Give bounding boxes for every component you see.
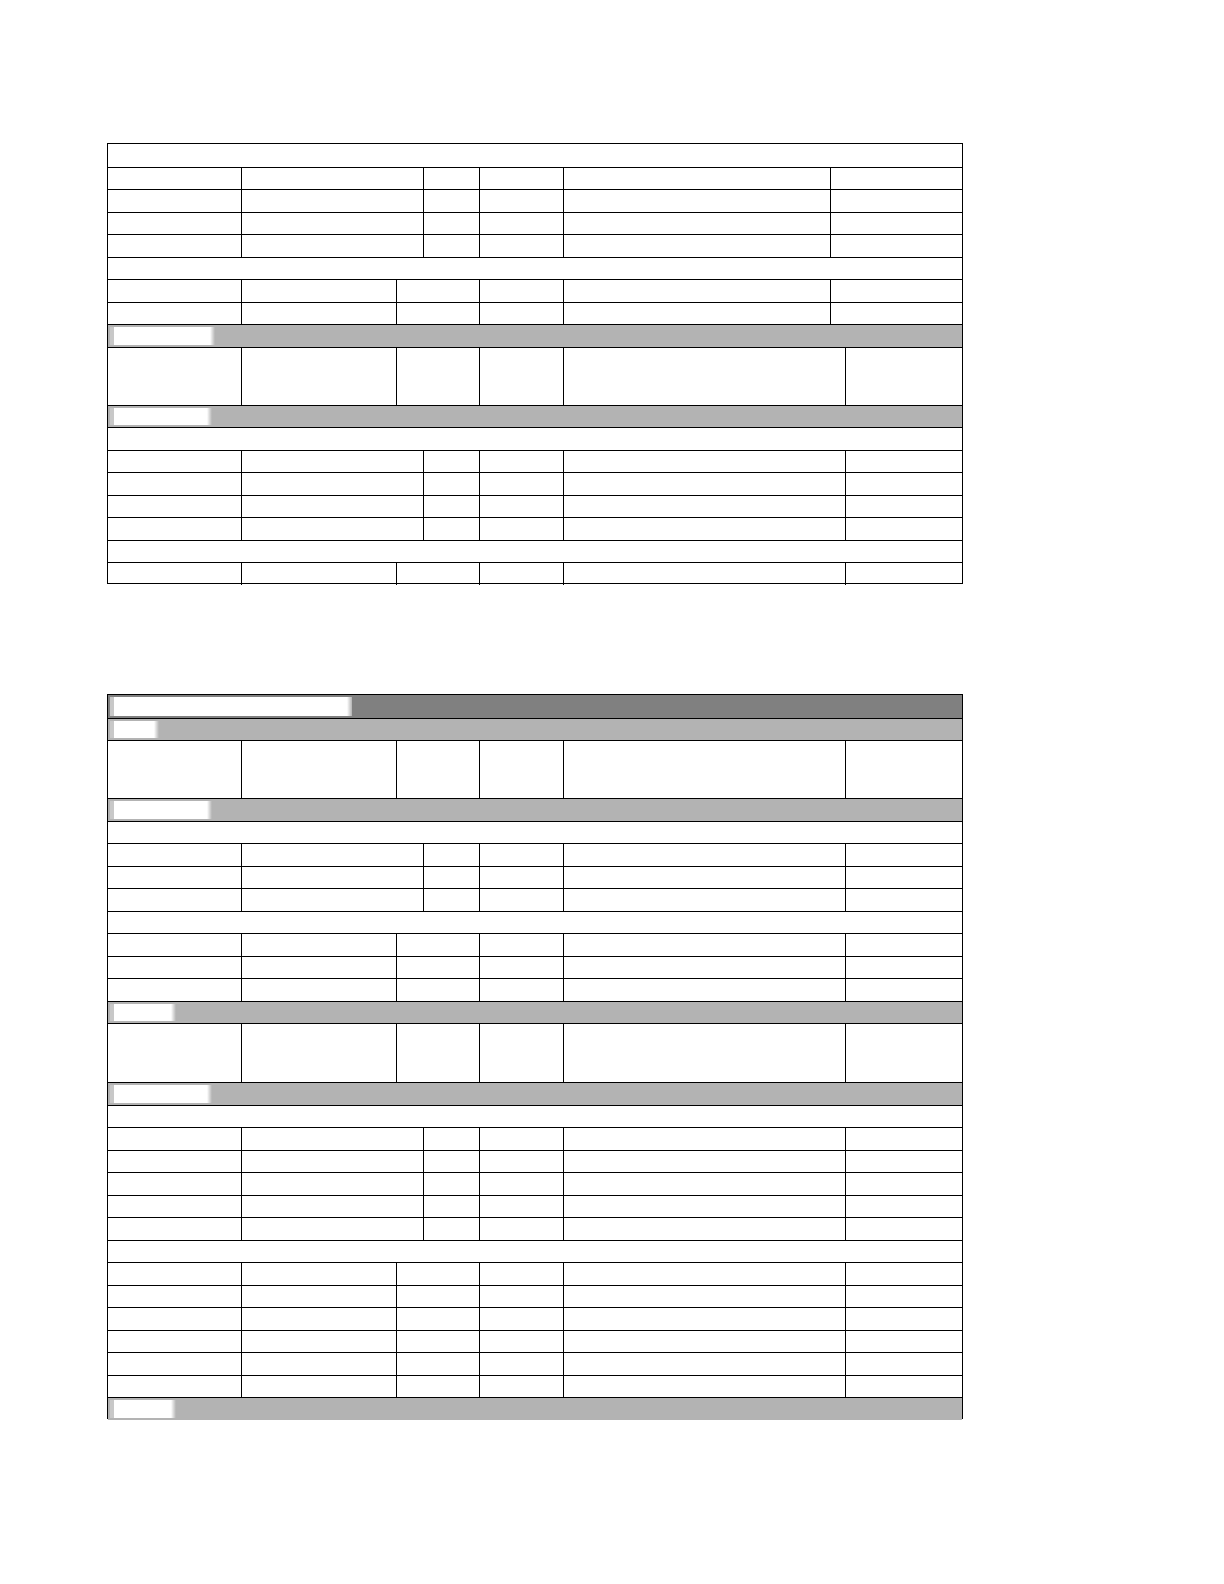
table-cell [563, 889, 845, 911]
table-cell [396, 1286, 479, 1308]
table-cell [108, 168, 241, 190]
section-header-bar [108, 718, 962, 741]
table-cell [108, 1024, 241, 1082]
table-cell [479, 1353, 563, 1375]
table-cell [241, 1308, 396, 1330]
table-cell [241, 957, 396, 979]
table-cell [479, 1308, 563, 1330]
table-cell [108, 451, 241, 473]
table-cell [396, 1331, 479, 1353]
table-cell [423, 889, 479, 911]
table-cell [396, 979, 479, 1001]
table-cell [479, 867, 563, 889]
section-title-tab [110, 697, 347, 716]
table-cell [479, 213, 563, 235]
table-row [108, 843, 962, 866]
table-cell [845, 1024, 962, 1082]
table-cell [108, 473, 241, 495]
section-label-row [108, 144, 962, 167]
table-cell [241, 348, 396, 405]
table-cell [423, 844, 479, 866]
table-cell [845, 844, 962, 866]
table-cell [479, 1376, 563, 1398]
table-cell [479, 889, 563, 911]
table-cell [423, 496, 479, 518]
table-row [108, 1195, 962, 1218]
section-title-tab [110, 408, 207, 426]
table-row [108, 347, 962, 405]
table-cell [845, 934, 962, 956]
table-cell [563, 1308, 845, 1330]
table-cell [563, 168, 830, 190]
table-cell [845, 1331, 962, 1353]
section-title-tab [110, 1400, 171, 1418]
table-cell [241, 1353, 396, 1375]
table-cell [479, 235, 563, 257]
table-row [108, 1150, 962, 1173]
table-cell [845, 1263, 962, 1285]
table-row [108, 1023, 962, 1082]
table-cell [563, 1218, 845, 1240]
table-cell [241, 741, 396, 798]
table-cell [108, 190, 241, 212]
table-cell [396, 741, 479, 798]
section-label-row [108, 1105, 962, 1128]
table-cell [563, 190, 830, 212]
table-cell [479, 1196, 563, 1218]
table-row [108, 888, 962, 911]
table-cell [108, 867, 241, 889]
table-cell [396, 348, 479, 405]
table-cell [108, 889, 241, 911]
form-table-2 [107, 694, 963, 1419]
table-cell [108, 1286, 241, 1308]
section-title-tab [110, 327, 210, 345]
table-cell [108, 235, 241, 257]
table-cell [563, 844, 845, 866]
table-cell [108, 1308, 241, 1330]
table-cell [108, 1263, 241, 1285]
table-cell [396, 934, 479, 956]
section-title-tab [110, 721, 154, 739]
table-cell [563, 496, 845, 518]
table-cell [563, 867, 845, 889]
table-cell [108, 348, 241, 405]
table-row [108, 212, 962, 235]
table-cell [845, 451, 962, 473]
table-row [108, 234, 962, 257]
table-cell [108, 1376, 241, 1398]
table-cell [241, 280, 396, 302]
table-cell [241, 496, 423, 518]
table-row [108, 495, 962, 518]
table-cell [479, 979, 563, 1001]
table-row [108, 1352, 962, 1375]
table-cell [108, 1353, 241, 1375]
tab-edge [171, 1004, 176, 1022]
table-row [108, 167, 962, 190]
table-cell [423, 1128, 479, 1150]
table-cell [479, 1331, 563, 1353]
table-cell [241, 563, 396, 585]
table-row [108, 1262, 962, 1285]
table-cell [845, 473, 962, 495]
table-cell [845, 957, 962, 979]
table-row [108, 189, 962, 212]
table-cell [423, 235, 479, 257]
table-cell [423, 168, 479, 190]
section-title-tab [110, 801, 207, 819]
tab-edge [207, 408, 212, 426]
table-cell [479, 844, 563, 866]
table-cell [563, 741, 845, 798]
table-cell [423, 518, 479, 540]
table-cell [108, 844, 241, 866]
form-table-1 [107, 143, 963, 584]
table-cell [479, 563, 563, 585]
table-cell [479, 1286, 563, 1308]
table-cell [108, 213, 241, 235]
table-cell [396, 1263, 479, 1285]
section-title-tab [110, 1085, 207, 1103]
section-label-row [108, 427, 962, 450]
table-cell [479, 1128, 563, 1150]
table-cell [479, 303, 563, 325]
section-header-bar [108, 1397, 962, 1420]
table-cell [479, 1151, 563, 1173]
table-cell [396, 303, 479, 325]
table-cell [423, 1173, 479, 1195]
table-cell [479, 1263, 563, 1285]
table-cell [396, 563, 479, 585]
table-cell [563, 235, 830, 257]
tab-edge [210, 327, 215, 345]
table-cell [396, 957, 479, 979]
table-cell [845, 1218, 962, 1240]
table-row [108, 933, 962, 956]
table-cell [830, 235, 962, 257]
table-cell [108, 741, 241, 798]
table-cell [845, 1151, 962, 1173]
table-cell [830, 190, 962, 212]
section-label-row [108, 821, 962, 844]
tab-edge [154, 721, 159, 739]
table-cell [845, 563, 962, 585]
table-cell [423, 213, 479, 235]
table-cell [479, 496, 563, 518]
section-header-bar [108, 405, 962, 428]
table-cell [241, 1286, 396, 1308]
table-cell [563, 1263, 845, 1285]
table-row [108, 517, 962, 540]
table-cell [845, 1308, 962, 1330]
table-cell [479, 934, 563, 956]
section-header-bar [108, 1001, 962, 1024]
table-row [108, 1307, 962, 1330]
table-cell [241, 473, 423, 495]
table-cell [563, 303, 830, 325]
table-row [108, 450, 962, 473]
table-cell [479, 168, 563, 190]
table-cell [479, 741, 563, 798]
tab-edge [207, 801, 212, 819]
section-header-bar [108, 1082, 962, 1105]
table-cell [845, 496, 962, 518]
table-cell [563, 1173, 845, 1195]
table-cell [563, 348, 845, 405]
tab-edge [207, 1085, 212, 1103]
table-cell [845, 1376, 962, 1398]
section-label-row [108, 911, 962, 934]
table-cell [241, 1151, 423, 1173]
section-label-row [108, 540, 962, 563]
table-cell [479, 190, 563, 212]
table-cell [108, 1196, 241, 1218]
header-bar-fill [108, 1002, 962, 1024]
table-row [108, 978, 962, 1001]
table-cell [396, 1024, 479, 1082]
table-cell [563, 473, 845, 495]
header-bar-fill [108, 1083, 962, 1105]
table-cell [108, 563, 241, 585]
table-cell [108, 1218, 241, 1240]
table-cell [108, 1151, 241, 1173]
table-cell [423, 451, 479, 473]
table-cell [241, 844, 423, 866]
table-cell [563, 1331, 845, 1353]
table-cell [830, 168, 962, 190]
table-cell [845, 1173, 962, 1195]
table-cell [241, 303, 396, 325]
table-cell [241, 889, 423, 911]
table-cell [241, 934, 396, 956]
table-row [108, 956, 962, 979]
table-cell [830, 213, 962, 235]
table-cell [241, 1024, 396, 1082]
table-cell [423, 1196, 479, 1218]
table-cell [423, 1151, 479, 1173]
table-cell [563, 1128, 845, 1150]
table-cell [479, 451, 563, 473]
tab-edge [171, 1400, 176, 1418]
table-cell [479, 1173, 563, 1195]
table-cell [563, 1024, 845, 1082]
table-row [108, 1330, 962, 1353]
table-cell [241, 1331, 396, 1353]
table-cell [241, 518, 423, 540]
table-cell [108, 518, 241, 540]
table-cell [108, 280, 241, 302]
table-cell [563, 979, 845, 1001]
table-cell [396, 1308, 479, 1330]
table-cell [479, 957, 563, 979]
table-cell [108, 934, 241, 956]
table-cell [241, 168, 423, 190]
table-cell [479, 280, 563, 302]
table-cell [845, 889, 962, 911]
table-cell [845, 1196, 962, 1218]
section-label-row [108, 1240, 962, 1263]
table-cell [830, 280, 962, 302]
table-cell [563, 1151, 845, 1173]
table-cell [563, 1196, 845, 1218]
table-cell [479, 518, 563, 540]
table-cell [108, 1128, 241, 1150]
tab-edge [347, 697, 352, 716]
table-cell [241, 235, 423, 257]
table-cell [241, 1196, 423, 1218]
table-cell [563, 213, 830, 235]
table-row [108, 1127, 962, 1150]
table-cell [563, 518, 845, 540]
table-row [108, 302, 962, 325]
table-cell [241, 867, 423, 889]
table-cell [479, 348, 563, 405]
table-row [108, 562, 962, 585]
table-cell [563, 1376, 845, 1398]
table-row [108, 866, 962, 889]
table-cell [479, 1218, 563, 1240]
table-cell [845, 979, 962, 1001]
table-cell [423, 1218, 479, 1240]
table-cell [563, 1286, 845, 1308]
table-cell [563, 280, 830, 302]
section-header-bar [108, 695, 962, 718]
table-cell [108, 1331, 241, 1353]
table-row [108, 1285, 962, 1308]
table-cell [830, 303, 962, 325]
table-cell [241, 190, 423, 212]
table-cell [845, 518, 962, 540]
table-row [108, 740, 962, 798]
table-row [108, 279, 962, 302]
table-row [108, 1172, 962, 1195]
table-cell [108, 957, 241, 979]
table-cell [396, 280, 479, 302]
table-cell [241, 451, 423, 473]
table-cell [108, 979, 241, 1001]
table-cell [396, 1353, 479, 1375]
table-cell [563, 934, 845, 956]
table-cell [563, 1353, 845, 1375]
table-cell [845, 867, 962, 889]
table-cell [423, 473, 479, 495]
section-header-bar [108, 324, 962, 347]
table-cell [845, 348, 962, 405]
table-cell [423, 190, 479, 212]
table-cell [479, 473, 563, 495]
table-cell [423, 867, 479, 889]
table-cell [563, 451, 845, 473]
section-title-tab [110, 1004, 171, 1022]
section-label-row [108, 257, 962, 280]
table-row [108, 472, 962, 495]
table-cell [241, 1218, 423, 1240]
table-cell [845, 741, 962, 798]
table-cell [241, 1376, 396, 1398]
table-cell [845, 1128, 962, 1150]
table-cell [241, 1263, 396, 1285]
table-cell [241, 979, 396, 1001]
table-cell [241, 1173, 423, 1195]
table-row [108, 1375, 962, 1398]
table-cell [108, 303, 241, 325]
table-cell [108, 496, 241, 518]
table-cell [563, 957, 845, 979]
header-bar-fill [108, 799, 962, 821]
header-bar-fill [108, 325, 962, 347]
table-cell [108, 1173, 241, 1195]
table-cell [241, 1128, 423, 1150]
header-bar-fill [108, 406, 962, 428]
table-cell [845, 1353, 962, 1375]
table-cell [563, 563, 845, 585]
table-cell [479, 1024, 563, 1082]
table-cell [241, 213, 423, 235]
table-cell [845, 1286, 962, 1308]
header-bar-fill [108, 719, 962, 741]
header-bar-fill [108, 1398, 962, 1420]
section-header-bar [108, 798, 962, 821]
table-row [108, 1217, 962, 1240]
table-cell [396, 1376, 479, 1398]
